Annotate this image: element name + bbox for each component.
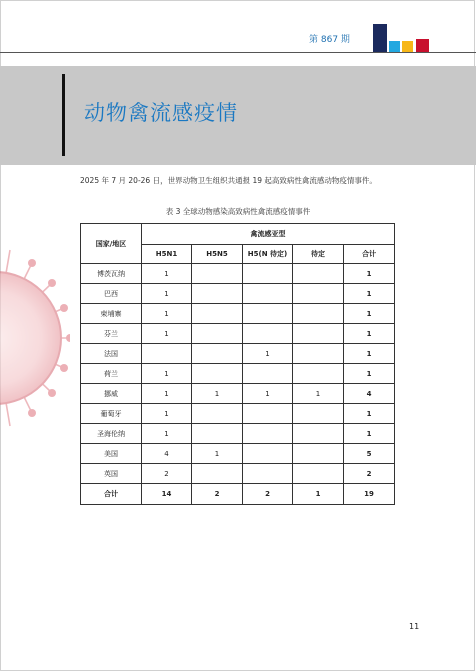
count-cell xyxy=(243,424,293,444)
table-row xyxy=(81,364,395,384)
row-total-cell: 1 xyxy=(344,344,395,364)
header-rule xyxy=(0,52,476,53)
banner-accent-bar xyxy=(62,74,65,156)
country-header: 国家/地区 xyxy=(81,224,142,264)
table-row xyxy=(81,424,395,444)
subtype-header: H5N1 xyxy=(142,245,192,264)
row-total-cell: 1 xyxy=(344,284,395,304)
count-cell: 1 xyxy=(142,384,192,404)
count-cell: 1 xyxy=(293,384,344,404)
count-cell xyxy=(243,284,293,304)
country-cell: 芬兰 xyxy=(81,324,142,344)
count-cell xyxy=(243,444,293,464)
count-cell: 1 xyxy=(142,404,192,424)
count-cell xyxy=(243,464,293,484)
row-total-cell: 1 xyxy=(344,324,395,344)
logo-block-navy xyxy=(373,24,387,52)
table-row xyxy=(81,344,395,364)
table-row xyxy=(81,404,395,424)
subtype-header: H5(N 待定) xyxy=(243,245,293,264)
country-cell: 博茨瓦纳 xyxy=(81,264,142,284)
count-cell: 1 xyxy=(142,424,192,444)
row-total-cell: 1 xyxy=(344,424,395,444)
country-cell: 圣海伦纳 xyxy=(81,424,142,444)
subtype-header: H5N5 xyxy=(192,245,243,264)
row-total-cell: 1 xyxy=(344,404,395,424)
count-cell xyxy=(293,324,344,344)
table-row xyxy=(81,444,395,464)
section-banner xyxy=(0,66,476,165)
count-cell xyxy=(192,364,243,384)
logo-block-yellow xyxy=(402,41,413,52)
count-cell xyxy=(192,464,243,484)
count-cell xyxy=(192,324,243,344)
total-label-cell: 合计 xyxy=(81,484,142,505)
count-cell xyxy=(293,264,344,284)
count-cell xyxy=(192,284,243,304)
count-cell: 2 xyxy=(142,464,192,484)
table-row xyxy=(81,264,395,284)
total-count-cell: 14 xyxy=(142,484,192,505)
row-total-cell: 2 xyxy=(344,464,395,484)
count-cell xyxy=(243,324,293,344)
table-header-row xyxy=(81,224,395,245)
country-cell: 柬埔寨 xyxy=(81,304,142,324)
total-count-cell: 1 xyxy=(293,484,344,505)
count-cell: 1 xyxy=(142,284,192,304)
count-cell xyxy=(243,404,293,424)
country-cell: 巴西 xyxy=(81,284,142,304)
country-cell: 法国 xyxy=(81,344,142,364)
count-cell xyxy=(293,444,344,464)
total-count-cell: 2 xyxy=(243,484,293,505)
country-cell: 葡萄牙 xyxy=(81,404,142,424)
country-cell: 美国 xyxy=(81,444,142,464)
count-cell: 1 xyxy=(192,384,243,404)
country-cell: 英国 xyxy=(81,464,142,484)
table-caption: 表 3 全球动物感染高致病性禽流感疫情事件 xyxy=(165,207,311,216)
total-column-header: 合计 xyxy=(344,245,395,264)
country-cell: 荷兰 xyxy=(81,364,142,384)
count-cell xyxy=(293,464,344,484)
count-cell xyxy=(293,364,344,384)
table-row xyxy=(81,304,395,324)
count-cell xyxy=(293,304,344,324)
subtype-header: 待定 xyxy=(293,245,344,264)
count-cell xyxy=(293,344,344,364)
logo-block-red xyxy=(416,39,429,52)
country-cell: 挪威 xyxy=(81,384,142,404)
count-cell: 1 xyxy=(142,324,192,344)
row-total-cell: 1 xyxy=(344,264,395,284)
count-cell xyxy=(192,424,243,444)
page-number: 11 xyxy=(409,622,420,631)
brand-logo-blocks xyxy=(373,24,431,52)
count-cell xyxy=(243,364,293,384)
table-row xyxy=(81,284,395,304)
count-cell: 1 xyxy=(142,364,192,384)
count-cell xyxy=(142,344,192,364)
row-total-cell: 1 xyxy=(344,364,395,384)
row-total-cell: 5 xyxy=(344,444,395,464)
outbreak-table xyxy=(80,223,395,505)
section-title: 动物禽流感疫情 xyxy=(84,101,238,125)
total-count-cell: 2 xyxy=(192,484,243,505)
issue-number: 第 867 期 xyxy=(309,35,350,45)
table-total-row xyxy=(81,484,395,505)
count-cell: 1 xyxy=(243,344,293,364)
subtype-group-header: 禽流感亚型 xyxy=(142,224,395,245)
table-row xyxy=(81,464,395,484)
count-cell xyxy=(192,344,243,364)
count-cell: 4 xyxy=(142,444,192,464)
count-cell xyxy=(243,264,293,284)
count-cell xyxy=(293,284,344,304)
row-total-cell: 4 xyxy=(344,384,395,404)
logo-block-cyan xyxy=(389,41,400,52)
count-cell xyxy=(192,304,243,324)
count-cell: 1 xyxy=(142,264,192,284)
table-row xyxy=(81,324,395,344)
row-total-cell: 1 xyxy=(344,304,395,324)
count-cell: 1 xyxy=(192,444,243,464)
count-cell: 1 xyxy=(243,384,293,404)
count-cell xyxy=(243,304,293,324)
count-cell: 1 xyxy=(142,304,192,324)
table-row xyxy=(81,384,395,404)
grand-total-cell: 19 xyxy=(344,484,395,505)
intro-paragraph: 2025 年 7 月 20-26 日，世界动物卫生组织共通报 19 起高致病性禽流感动物疫情事件。 xyxy=(80,176,377,185)
count-cell xyxy=(293,424,344,444)
count-cell xyxy=(293,404,344,424)
count-cell xyxy=(192,264,243,284)
count-cell xyxy=(192,404,243,424)
virus-illustration-icon xyxy=(0,238,70,438)
